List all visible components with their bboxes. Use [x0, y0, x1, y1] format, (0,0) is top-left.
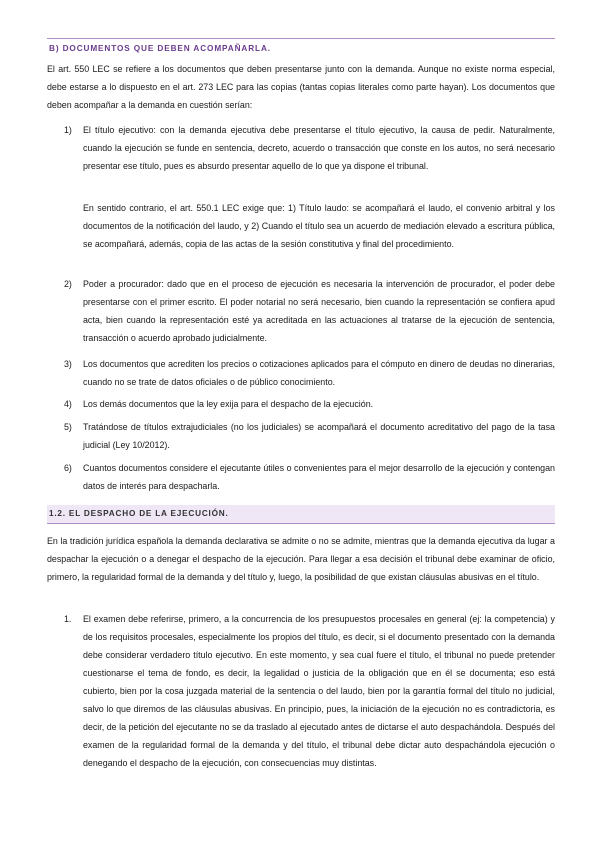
section-b-heading: B) DOCUMENTOS QUE DEBEN ACOMPAÑARLA.: [49, 44, 271, 53]
list-item-text: Tratándose de títulos extrajudiciales (no los judiciales) se acompañará el documento acreditativo del pago de la tasa judicial (Ley 10/2012).: [83, 422, 555, 450]
section-b-intro: El art. 550 LEC se refiere a los documentos que deben presentarse junto con la demanda. Aunque no existe norma especial, debe estarse a lo dispuesto en el art. 273 LEC para las copias (tantas copias literales como parte hayan). Los documentos que deben acompañar a la demanda en cuestión serían:: [47, 64, 555, 110]
list-item-number: 6): [64, 463, 72, 473]
list-item-number: 4): [64, 399, 72, 409]
section-12-intro: En la tradición jurídica española la demanda declarativa se admite o no se admite, mientras que la demanda ejecutiva da lugar a despachar la ejecución o a denegar el despacho de la ejecución. Para llegar a esa decisión el tribunal debe examinar de oficio, primero, la regularidad formal de la demanda y del título y, luego, la posibilidad de que existan cláusulas abusivas en el título.: [47, 536, 555, 582]
list-item-text: El título ejecutivo: con la demanda ejecutiva debe presentarse el título ejecutivo, la causa de pedir. Naturalmente, cuando la ejecución se funde en sentencia, decreto, acuerdo o transacción que conste en los autos, no será necesario presentar ese título, pues es absurdo presentar aquello de lo que ya dispone el tribunal.: [83, 125, 555, 171]
list-item-text: Los documentos que acrediten los precios o cotizaciones aplicados para el cómputo en dinero de deudas no dinerarias, cuando no se trate de datos oficiales o de público conocimiento.: [83, 359, 555, 387]
section-12-heading: 1.2. EL DESPACHO DE LA EJECUCIÓN.: [49, 509, 229, 518]
list-item-text: Los demás documentos que la ley exija para el despacho de la ejecución.: [83, 399, 374, 409]
list-item-text: Poder a procurador: dado que en el proceso de ejecución es necesaria la intervención de procurador, el poder debe presentarse con el primer escrito. El poder notarial no será necesario, bien cuando la representación se confiera apud acta, bien cuando la representación esté ya acreditada en las actuaciones al tratarse de la ejecución de sentencia, transacción o acuerdo aprobado judicialmente.: [83, 279, 555, 343]
section-heading-bar: [47, 505, 555, 524]
list-item-text: El examen debe referirse, primero, a la concurrencia de los presupuestos procesales en general (ej: la competencia) y de los requisitos procesales, especialmente los propios del título, es decir, si el documento presentado con la demanda debe considerar verdadero título ejecutivo. En este momento, y sea cual fuere el título, el tribunal no puede pretender cuestionarse el tema de fondo, es decir, la legalidad o justicia de la obligación que en él se documenta; eso está cubierto, bien por la cosa juzgada material de la sentencia o del laudo, bien por la garantía formal del título no judicial, salvo lo que diremos de las cláusulas abusivas. En principio, pues, la iniciación de la ejecución no es contradictoria, es decir, de la petición del ejecutante no se da traslado al ejecutado antes de dictarse el auto despachándola. Después del examen de la regularidad formal de la demanda y del título, el tribunal debe dictar auto despachándola ejecución o denegando el despacho de la ejecución, con consecuencias muy distintas.: [83, 614, 555, 768]
list-item-number: 1): [64, 125, 72, 135]
list-item-number: 3): [64, 359, 72, 369]
list-item-number: 5): [64, 422, 72, 432]
list-item-text: Cuantos documentos considere el ejecutante útiles o convenientes para el mejor desarrollo de la ejecución y contengan datos de interés para despacharla.: [83, 463, 555, 491]
list-item-extra: En sentido contrario, el art. 550.1 LEC exige que: 1) Título laudo: se acompañará el laudo, el convenio arbitral y los documentos de la notificación del laudo, y 2) Cuando el título sea un acuerdo de mediación elevado a escritura pública, se acompañará, además, copia de las actas de la sesión constitutiva y final del procedimiento.: [83, 203, 555, 249]
list-item-number: 2): [64, 279, 72, 289]
top-divider: [47, 38, 555, 39]
list-item-number: 1.: [64, 614, 72, 624]
